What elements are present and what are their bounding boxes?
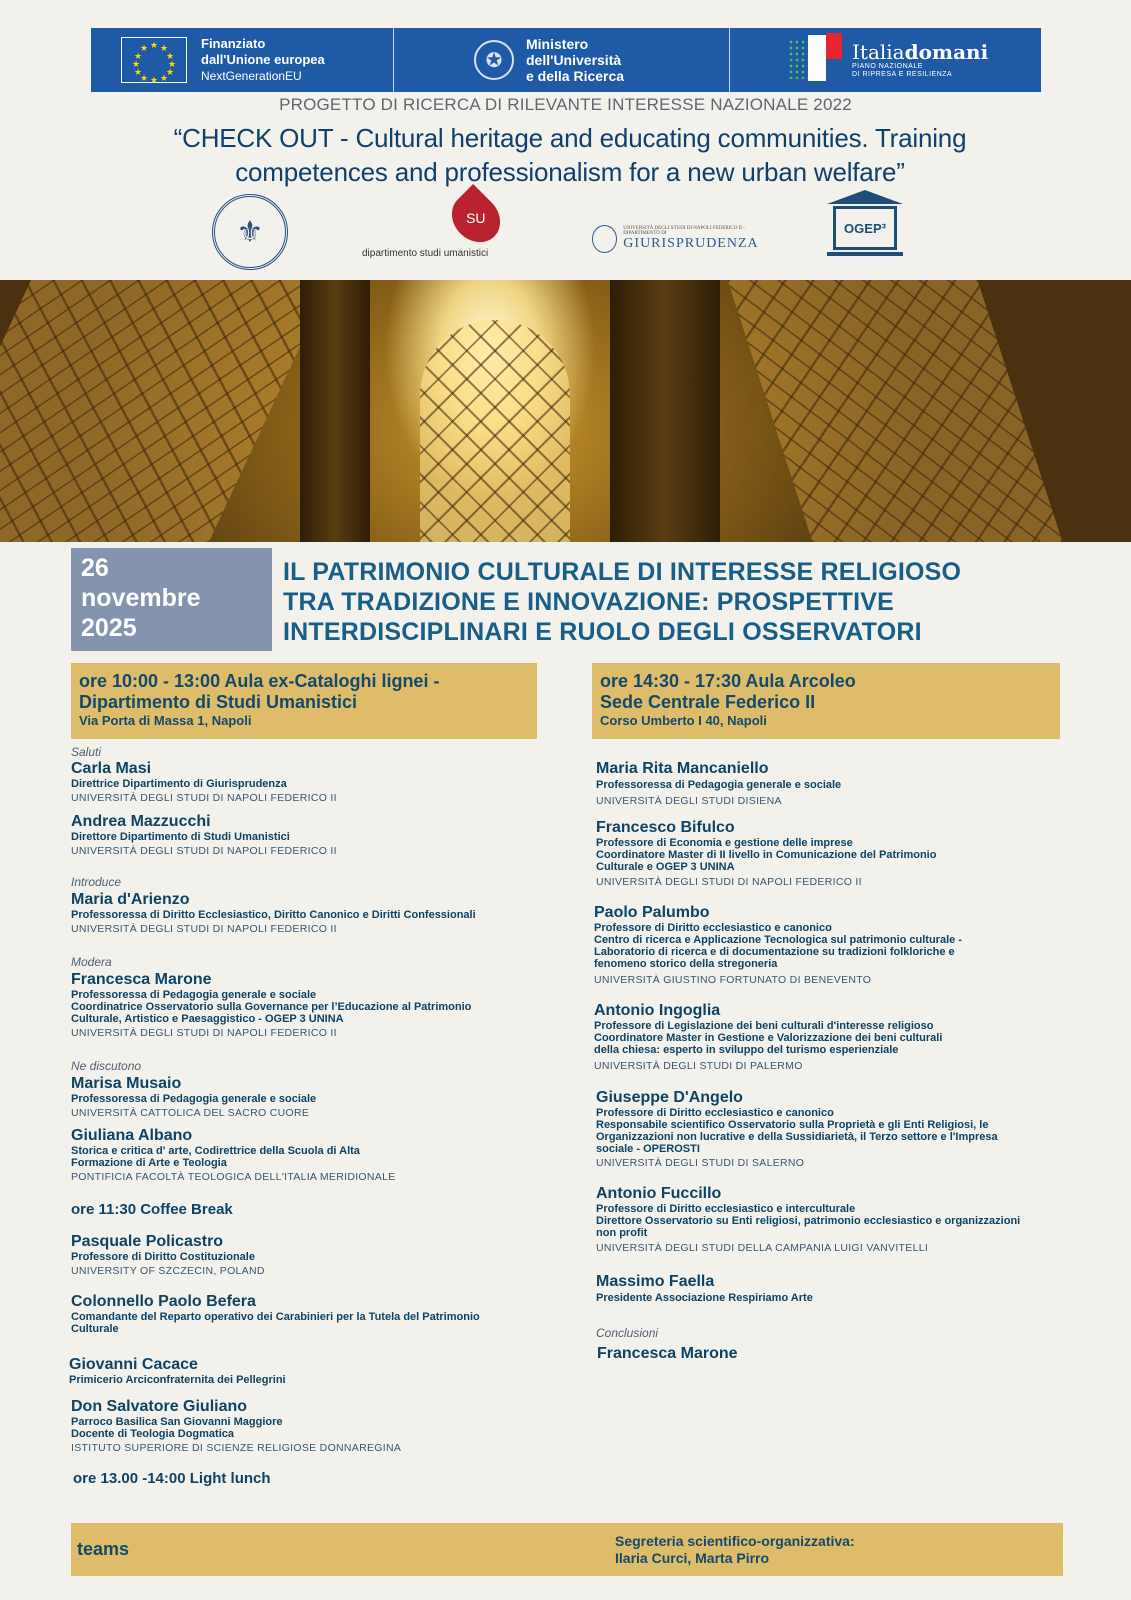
speaker-conclusions-name: Francesca Marone xyxy=(597,1345,738,1362)
speaker-name: Giuseppe D'Angelo xyxy=(596,1089,743,1106)
speaker-pasquale-policastro xyxy=(71,1232,265,1278)
ministry-logo-cell xyxy=(394,28,730,92)
speaker-role: Comandante del Reparto operativo dei Carabinieri per la Tutela del Patrimonio xyxy=(71,1311,480,1323)
speaker-francesco-bifulco xyxy=(596,818,936,889)
speaker-affiliation: UNIVERSITÀ DEGLI STUDI DI NAPOLI FEDERICO II xyxy=(71,1027,337,1039)
italia-word: Italia xyxy=(852,40,905,64)
pnrr-line2: DI RIPRESA E RESILIENZA xyxy=(852,71,953,78)
speaker-affiliation: ISTITUTO SUPERIORE DI SCIENZE RELIGIOSE DONNAREGINA xyxy=(71,1442,402,1454)
footer-bar xyxy=(71,1523,1063,1576)
speaker-francesca-marone xyxy=(71,970,471,1040)
pnrr-line1: PIANO NAZIONALE xyxy=(852,63,923,70)
speaker-role: Primicerio Arciconfraternita dei Pellegrini xyxy=(69,1374,286,1386)
speaker-antonio-ingoglia xyxy=(594,1001,942,1073)
eu-line1: Finanziato xyxy=(201,36,266,51)
speaker-marisa-musaio xyxy=(71,1074,316,1120)
event-day: 26 xyxy=(81,554,109,582)
speaker-name: Antonio Fuccillo xyxy=(596,1185,722,1202)
speaker-andrea-mazzucchi xyxy=(71,812,337,858)
speaker-name: Andrea Mazzucchi xyxy=(71,813,211,830)
afternoon-address: Corso Umberto I 40, Napoli xyxy=(600,713,767,728)
italia-flag-icon xyxy=(780,33,844,87)
eu-text xyxy=(201,36,325,84)
project-title xyxy=(100,121,1040,189)
secretariat-names: Ilaria Curci, Marta Pirro xyxy=(615,1550,770,1566)
eu-line3: NextGenerationEU xyxy=(201,69,302,83)
speaker-role: Formazione di Arte e Teologia xyxy=(71,1157,227,1169)
ministry-line3: e della Ricerca xyxy=(526,68,625,84)
speaker-name: Antonio Ingoglia xyxy=(594,1002,721,1019)
speaker-affiliation: UNIVERSITÀ CATTOLICA DEL SACRO CUORE xyxy=(71,1107,310,1119)
speaker-role: Culturale e OGEP 3 UNINA xyxy=(596,861,735,873)
dsu-logo xyxy=(362,192,502,264)
speaker-name: Don Salvatore Giuliano xyxy=(71,1398,248,1415)
speaker-name: Carla Masi xyxy=(71,760,152,777)
speaker-role: Direttore Dipartimento di Studi Umanistici xyxy=(71,831,290,843)
speaker-affiliation: UNIVERSITÀ DEGLI STUDI DI SALERNO xyxy=(596,1157,805,1169)
speaker-role: Coordinatore Master in Gestione e Valorizzazione dei beni culturali xyxy=(594,1032,943,1044)
speaker-role: Professore di Diritto ecclesiastico e canonico xyxy=(594,922,832,934)
speaker-affiliation: UNIVERSITÀ DEGLI STUDI DISIENA xyxy=(596,795,782,807)
eu-logo-cell xyxy=(91,28,394,92)
hero-church-windows-image xyxy=(0,280,1131,542)
speaker-affiliation: UNIVERSITÀ DEGLI STUDI DI NAPOLI FEDERICO II xyxy=(596,876,862,888)
ministry-line1: Ministero xyxy=(526,36,589,52)
event-title-line2: TRA TRADIZIONE E INNOVAZIONE: PROSPETTIVE xyxy=(283,588,895,616)
eu-flag-icon: ★ ★ ★ ★ ★ ★ ★ ★ ★ ★ ★ ★ xyxy=(121,37,187,83)
role-modera: Modera xyxy=(71,955,112,969)
speaker-role: Storica e critica d' arte, Codirettrice della Scuola di Alta xyxy=(71,1145,360,1157)
secretariat-label: Segreteria scientifico-organizzativa: xyxy=(615,1533,855,1549)
light-lunch: ore 13.00 -14:00 Light lunch xyxy=(73,1470,271,1487)
speaker-role: Centro di ricerca e Applicazione Tecnologica sul patrimonio culturale - xyxy=(594,934,962,946)
speaker-name: Colonnello Paolo Befera xyxy=(71,1293,256,1310)
speaker-salvatore-giuliano xyxy=(71,1397,401,1455)
role-conclusioni: Conclusioni xyxy=(596,1326,659,1340)
speaker-role: Professoressa di Pedagogia generale e sociale xyxy=(71,989,317,1001)
speaker-role: sociale - OPEROSTI xyxy=(596,1143,700,1155)
giurisprudenza-text: GIURISPRUDENZA xyxy=(623,236,759,251)
speaker-role: Professoressa di Pedagogia generale e sociale xyxy=(71,1093,317,1105)
speaker-role: Laboratorio di ricerca e di documentazione su tradizioni folkloriche e xyxy=(594,946,955,958)
italiadomani-logo-cell xyxy=(730,28,1041,92)
speaker-paolo-palumbo xyxy=(594,903,962,987)
speaker-giuseppe-dangelo xyxy=(596,1088,998,1170)
speaker-name: Pasquale Policastro xyxy=(71,1233,224,1250)
prin-heading: PROGETTO DI RICERCA DI RILEVANTE INTERESSE NAZIONALE 2022 xyxy=(279,95,852,114)
speaker-role: Professore di Diritto ecclesiastico e interculturale xyxy=(596,1203,856,1215)
speaker-name: Maria Rita Mancaniello xyxy=(596,760,769,777)
giurisprudenza-logo xyxy=(592,224,772,254)
funding-banner xyxy=(91,28,1041,92)
ministry-line2: dell'Università xyxy=(526,52,622,68)
ogep-text: OGEP³ xyxy=(833,206,897,250)
dsu-abbr: SU xyxy=(466,210,486,227)
event-year: 2025 xyxy=(81,614,137,642)
afternoon-time-room: ore 14:30 - 17:30 Aula Arcoleo xyxy=(600,671,856,691)
speaker-role: non profit xyxy=(596,1227,648,1239)
speaker-name: Francesco Bifulco xyxy=(596,819,735,836)
dsu-drop-icon xyxy=(442,184,510,252)
republic-seal-icon: ✪ xyxy=(474,40,514,80)
event-title-line1: IL PATRIMONIO CULTURALE DI INTERESSE RELIGIOSO xyxy=(283,558,962,586)
speaker-role: Professore di Diritto ecclesiastico e canonico xyxy=(596,1107,834,1119)
speaker-name: Paolo Palumbo xyxy=(594,904,710,921)
domani-word: domani xyxy=(904,40,989,64)
speaker-carla-masi xyxy=(71,759,337,805)
speaker-role: Presidente Associazione Respiriamo Arte xyxy=(596,1292,813,1304)
speaker-maria-darienzo xyxy=(71,890,476,936)
afternoon-session-header xyxy=(592,663,1060,739)
speaker-paolo-befera xyxy=(71,1292,480,1335)
speaker-name: Giovanni Cacace xyxy=(69,1356,198,1373)
speaker-name: Maria d'Arienzo xyxy=(71,891,190,908)
speaker-role: Professore di Economia e gestione delle imprese xyxy=(596,837,853,849)
speaker-affiliation: UNIVERSITÀ DEGLI STUDI DELLA CAMPANIA LUIGI VANVITELLI xyxy=(596,1242,929,1254)
role-saluti: Saluti xyxy=(71,745,102,759)
ministry-text xyxy=(526,36,624,84)
speaker-affiliation: UNIVERSITÀ DEGLI STUDI DI NAPOLI FEDERICO II xyxy=(71,845,337,857)
morning-time-room: ore 10:00 - 13:00 Aula ex-Cataloghi lignei - xyxy=(79,671,440,691)
speaker-role: Direttrice Dipartimento di Giurisprudenza xyxy=(71,778,287,790)
italiadomani-text xyxy=(852,41,988,79)
speaker-antonio-fuccillo xyxy=(596,1184,1020,1255)
speaker-name: Massimo Faella xyxy=(596,1273,715,1290)
speaker-role: Professoressa di Pedagogia generale e sociale xyxy=(596,779,842,791)
giurisprudenza-small: UNIVERSITÀ DEGLI STUDI DI NAPOLI FEDERICO II - DIPARTIMENTO DI xyxy=(623,226,745,236)
speaker-role: Coordinatore Master di II livello in Comunicazione del Patrimonio xyxy=(596,849,937,861)
event-month: novembre xyxy=(81,584,201,612)
morning-address: Via Porta di Massa 1, Napoli xyxy=(79,713,252,728)
speaker-role: Culturale, Artistico e Paesaggistico - OGEP 3 UNINA xyxy=(71,1013,344,1025)
project-title-line1: “CHECK OUT - Cultural heritage and educating communities. Training xyxy=(173,123,967,153)
speaker-affiliation: UNIVERSITÀ DEGLI STUDI DI NAPOLI FEDERICO II xyxy=(71,792,337,804)
dsu-caption: dipartimento studi umanistici xyxy=(362,248,489,259)
speaker-name: Marisa Musaio xyxy=(71,1075,182,1092)
eu-line2: dall'Unione europea xyxy=(201,52,325,67)
speaker-role: Direttore Osservatorio su Enti religiosi, patrimonio ecclesiastico e organizzazioni xyxy=(596,1215,1021,1227)
project-title-line2: competences and professionalism for a new urban welfare” xyxy=(235,157,905,187)
speaker-role: Docente di Teologia Dogmatica xyxy=(71,1428,234,1440)
speaker-role: Professoressa di Diritto Ecclesiastico, Diritto Canonico e Diritti Confessionali xyxy=(71,909,476,921)
speaker-role: Professore di Diritto Costituzionale xyxy=(71,1251,255,1263)
secretariat xyxy=(615,1533,855,1567)
speaker-affiliation: UNIVERSITÀ GIUSTINO FORTUNATO DI BENEVENTO xyxy=(594,974,872,986)
coffee-break: ore 11:30 Coffee Break xyxy=(71,1201,233,1218)
speaker-affiliation: UNIVERSITÀ DEGLI STUDI DI NAPOLI FEDERICO II xyxy=(71,923,337,935)
morning-session-header xyxy=(71,663,537,739)
speaker-name: Francesca Marone xyxy=(71,971,212,988)
speaker-affiliation: PONTIFICIA FACOLTÀ TEOLOGICA DELL'ITALIA MERIDIONALE xyxy=(71,1171,396,1183)
speaker-giuliana-albano xyxy=(71,1126,396,1184)
event-date xyxy=(71,548,272,651)
speaker-role: Parroco Basilica San Giovanni Maggiore xyxy=(71,1416,283,1428)
event-title xyxy=(283,557,1083,647)
speaker-maria-rita-mancaniello xyxy=(596,759,841,808)
speaker-role: fenomeno storico della stregoneria xyxy=(594,958,778,970)
unina-seal-icon: ⚜ xyxy=(212,194,288,270)
speaker-affiliation: UNIVERSITÀ DEGLI STUDI DI PALERMO xyxy=(594,1060,803,1072)
speaker-massimo-faella xyxy=(596,1272,813,1304)
speaker-role: Organizzazioni non lucrative e della Sussidiarietà, il Terzo settore e l'Impresa xyxy=(596,1131,998,1143)
speaker-role: della chiesa: esperto in sviluppo del turismo esperienziale xyxy=(594,1044,899,1056)
giurisprudenza-seal-icon xyxy=(592,225,617,253)
event-title-line3: INTERDISCIPLINARI E RUOLO DEGLI OSSERVATORI xyxy=(283,618,922,646)
speaker-role: Coordinatrice Osservatorio sulla Governance per l’Educazione al Patrimonio xyxy=(71,1001,472,1013)
speaker-role: Culturale xyxy=(71,1323,119,1335)
speaker-role: Responsabile scientifico Osservatorio sulla Proprietà e gli Enti Religiosi, le xyxy=(596,1119,989,1131)
ogep-logo xyxy=(826,190,904,270)
speaker-name: Giuliana Albano xyxy=(71,1127,193,1144)
speaker-affiliation: UNIVERSITY OF SZCZECIN, POLAND xyxy=(71,1265,265,1277)
speaker-giovanni-cacace xyxy=(69,1355,286,1386)
morning-department: Dipartimento di Studi Umanistici xyxy=(79,692,358,712)
teams-label: teams xyxy=(77,1539,130,1559)
role-discutono: Ne discutono xyxy=(71,1059,142,1073)
role-introduce: Introduce xyxy=(71,875,122,889)
speaker-role: Professore di Legislazione dei beni culturali d'interesse religioso xyxy=(594,1020,934,1032)
afternoon-venue: Sede Centrale Federico II xyxy=(600,692,816,712)
temple-roof-icon xyxy=(827,190,903,204)
